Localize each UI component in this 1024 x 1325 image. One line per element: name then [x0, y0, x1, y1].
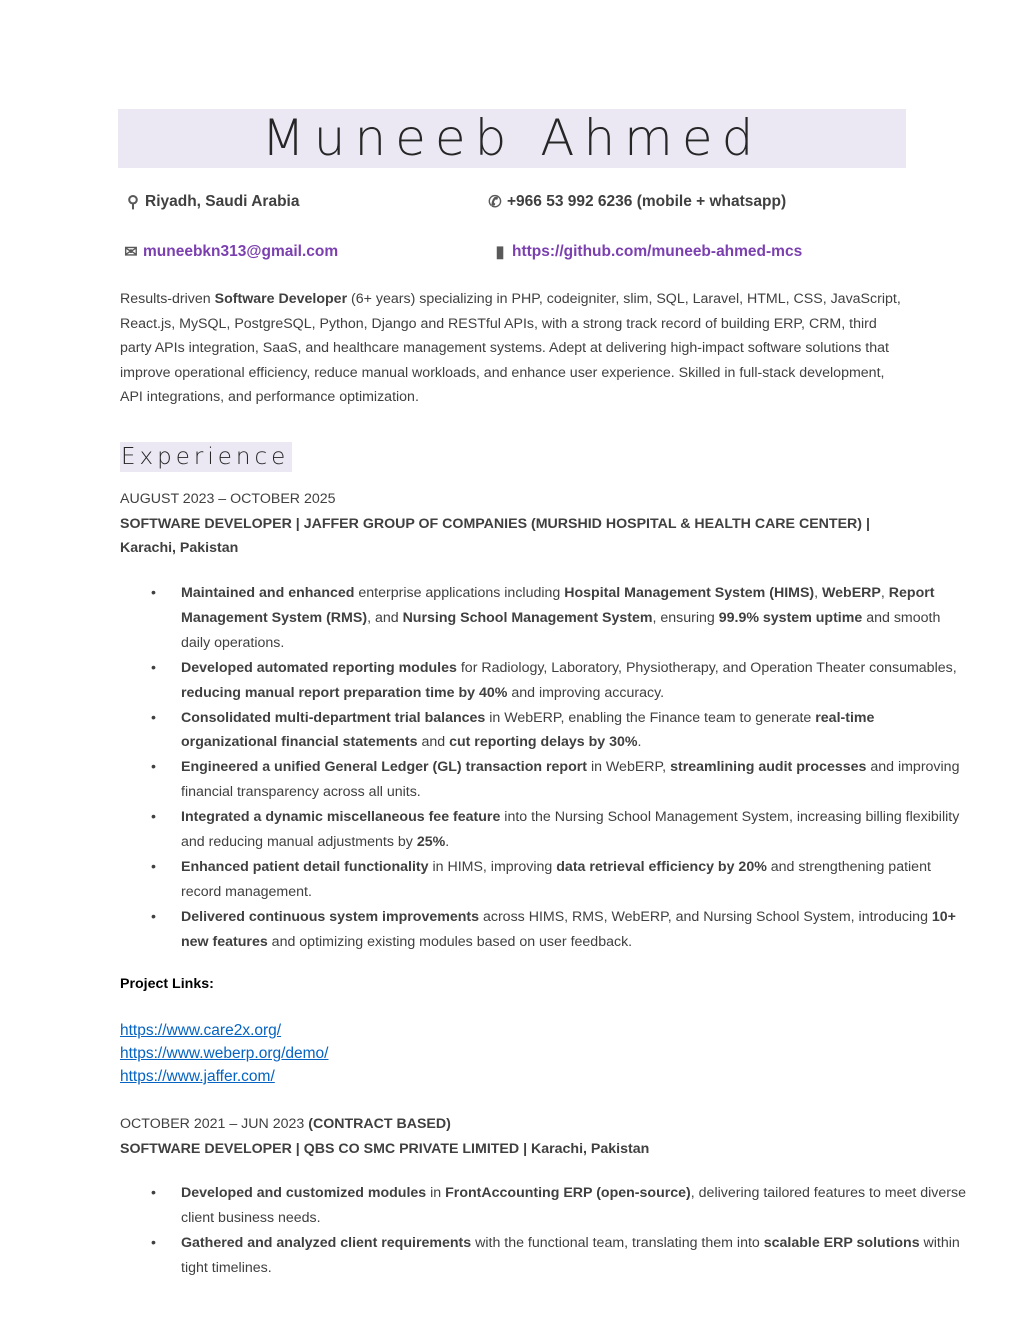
text: , delivering tailored features to meet diverse client business needs.: [181, 1185, 967, 1226]
text: Results-driven: [120, 291, 215, 307]
bullet-item: [181, 1181, 971, 1231]
candidate-name: Muneeb Ahmed: [261, 109, 763, 167]
text: , ensuring: [652, 609, 719, 626]
device-icon: ▮: [495, 244, 505, 261]
project-links-label: Project Links:: [120, 976, 214, 992]
bold-text: Integrated a dynamic miscellaneous fee feature: [181, 809, 501, 826]
text: within tight timelines.: [181, 1234, 960, 1276]
project-link[interactable]: https://www.weberp.org/demo/: [120, 1045, 329, 1062]
email-link[interactable]: muneebkn313@gmail.com: [143, 243, 339, 260]
bullet-item: [181, 581, 971, 656]
job-2-bullets: [120, 1181, 971, 1281]
bold-text: reducing manual report preparation time by 40%: [181, 684, 508, 701]
bullet-item: [181, 1231, 971, 1281]
bold-text: Maintained and enhanced: [181, 585, 355, 601]
text: and improving financial transparency across all units.: [181, 759, 960, 801]
text: for Radiology, Laboratory, Physiotherapy, and Operation Theater consumables,: [456, 659, 957, 676]
bold-text: scalable ERP solutions: [763, 1234, 920, 1251]
text: in: [426, 1185, 446, 1201]
map-pin-icon: ⚲: [127, 194, 139, 211]
envelope-icon: ✉: [124, 244, 138, 261]
text: .: [637, 734, 642, 751]
bullet-item: [181, 656, 971, 706]
job-1-header: [120, 487, 900, 561]
bold-text: Gathered and analyzed client requirements: [181, 1234, 472, 1251]
job-title: SOFTWARE DEVELOPER | JAFFER GROUP OF COMPANIES (MURSHID HOSPITAL & HEALTH CARE CENTER) | Karachi, Pakistan: [120, 515, 870, 556]
text: and smooth daily operations.: [181, 609, 941, 651]
text: in HIMS, improving: [428, 858, 557, 875]
bold-text: 99.9% system uptime: [718, 609, 863, 626]
bold-text: data retrieval efficiency by 20%: [556, 858, 767, 875]
bullet-item: [181, 855, 971, 905]
github-link[interactable]: https://github.com/muneeb-ahmed-mcs: [512, 243, 803, 260]
job-dates-note: (CONTRACT BASED): [308, 1116, 451, 1132]
text: in WebERP,: [587, 759, 671, 776]
bold-text: Enhanced patient detail functionality: [181, 858, 429, 875]
bullet-item: [181, 905, 971, 955]
job-dates: OCTOBER 2021 – JUN 2023: [120, 1116, 309, 1132]
text: and: [417, 734, 450, 751]
bold-text: Delivered continuous system improvements: [181, 908, 480, 925]
bold-text: Hospital Management System (HIMS): [564, 585, 815, 601]
bold-text: cut reporting delays by 30%: [449, 734, 638, 751]
text: across HIMS, RMS, WebERP, and Nursing School System, introducing: [479, 908, 932, 925]
job-1-bullets: [120, 581, 971, 955]
project-links: [120, 1019, 329, 1088]
text: with the functional team, translating them into: [471, 1234, 764, 1251]
text: and improving accuracy.: [507, 684, 665, 701]
text: ,: [814, 585, 823, 601]
location-text: Riyadh, Saudi Arabia: [145, 193, 300, 210]
project-link[interactable]: https://www.jaffer.com/: [120, 1068, 275, 1085]
text: , and: [367, 609, 403, 626]
bold-text: Developed and customized modules: [181, 1185, 427, 1201]
text: and strengthening patient record management.: [181, 858, 931, 900]
bold-text: Consolidated multi-department trial balances: [181, 709, 486, 726]
bold-text: FrontAccounting ERP (open-source): [445, 1185, 691, 1201]
bold-text: Report Management System (RMS): [181, 585, 935, 626]
phone-text: +966 53 992 6236 (mobile + whatsapp): [507, 193, 787, 210]
text: .: [445, 834, 450, 851]
bold-text: Developed automated reporting modules: [181, 659, 457, 676]
bold-text: streamlining audit processes: [670, 759, 867, 776]
job-dates: AUGUST 2023 – OCTOBER 2025: [120, 491, 336, 507]
text: (6+ years) specializing in PHP, codeigniter, slim, SQL, Laravel, HTML, CSS, JavaScript, React.js, MySQL, PostgreSQL, Python, Django and RESTful APIs, with a strong track record of building ERP, CRM, third party APIs integration, SaaS, and healthcare management systems. Adept at delivering high-impact software solutions that improve operational efficiency, reduce manual workloads, and enhance user experience. Skilled in full-stack development, API integrations, and performance optimization.: [120, 291, 901, 405]
bold-text: 25%: [416, 834, 446, 851]
phone: [486, 192, 786, 212]
bold-text: real-time organizational financial statements: [181, 709, 875, 751]
bullet-item: [181, 755, 971, 805]
job-title: SOFTWARE DEVELOPER | QBS CO SMC PRIVATE LIMITED | Karachi, Pakistan: [120, 1140, 650, 1157]
name-header: [118, 109, 906, 168]
project-link[interactable]: https://www.care2x.org/: [120, 1022, 282, 1039]
location: [124, 192, 299, 212]
text: in WebERP, enabling the Finance team to generate: [485, 709, 816, 726]
experience-heading: Experience: [120, 442, 292, 472]
bold-text: Software Developer: [214, 291, 348, 307]
github: [491, 242, 802, 262]
bold-text: Nursing School Management System: [402, 609, 653, 626]
bullet-item: [181, 805, 971, 855]
phone-icon: ✆: [488, 194, 502, 211]
text: into the Nursing School Management System, increasing billing flexibility and reducing manual adjustments by: [181, 809, 960, 851]
bold-text: 10+ new features: [181, 908, 956, 950]
text: and optimizing existing modules based on user feedback.: [267, 933, 633, 950]
summary: [120, 287, 910, 410]
bold-text: Engineered a unified General Ledger (GL) transaction report: [181, 759, 587, 776]
text: enterprise applications including: [354, 585, 565, 601]
bold-text: WebERP: [822, 585, 881, 601]
job-2-header: [120, 1112, 900, 1161]
text: ,: [880, 585, 889, 601]
bullet-item: [181, 706, 971, 756]
email: [122, 242, 338, 262]
